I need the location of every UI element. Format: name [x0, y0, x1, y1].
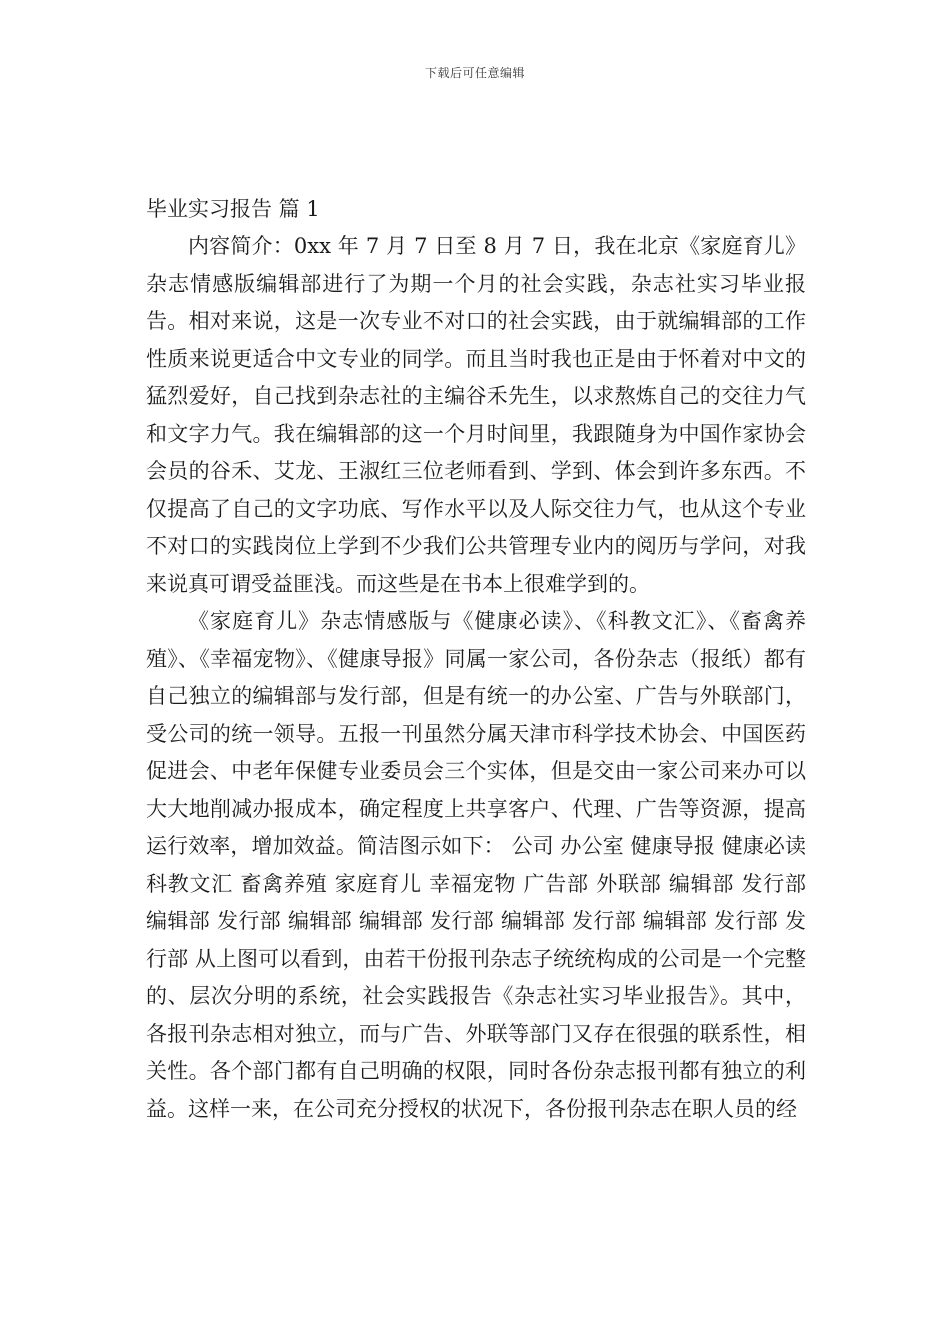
- document-body: [146, 190, 806, 1128]
- page-header-note: 下载后可任意编辑: [424, 66, 525, 80]
- paragraph-intro: 内容简介：0xx 年 7 月 7 日至 8 月 7 日，我在北京《家庭育儿》杂志情感版编辑部进行了为期一个月的社会实践，杂志社实习毕业报告。相对来说，这是一次专业不对口的社会实践，由于就编辑部的工作性质来说更适合中文专业的同学。而且当时我也正是由于怀着对中文的猛烈爱好，自己找到杂志社的主编谷禾先生，以求熬炼自己的交往力气和文字力气。我在编辑部的这一个月时间里，我跟随身为中国作家协会会员的谷禾、艾龙、王淑红三位老师看到、学到、体会到许多东西。不仅提高了自己的文字功底、写作水平以及人际交往力气，也从这个专业不对口的实践岗位上学到不少我们公共管理专业内的阅历与学问，对我来说真可谓受益匪浅。而这些是在书本上很难学到的。: [146, 234, 806, 596]
- paragraph-company-structure: 《家庭育儿》杂志情感版与《健康必读》、《科教文汇》、《畜禽养殖》、《幸福宠物》、《健康导报》同属一家公司，各份杂志（报纸）都有自己独立的编辑部与发行部，但是有统一的办公室、广告与外联部门，受公司的统一领导。五报一刊虽然分属天津市科学技术协会、中国医药促进会、中老年保健专业委员会三个实体，但是交由一家公司来办可以大大地削减办报成本，确定程度上共享客户、代理、广告等资源，提高运行效率，增加效益。简洁图示如下： 公司 办公室 健康导报 健康必读 科教文汇 畜禽养殖 家庭育儿 幸福宠物 广告部 外联部 编辑部 发行部 编辑部 发行部 编辑部 编辑部 发行部 编辑部 发行部 编辑部 发行部 发行部 从上图可以看到，由若干份报刊杂志子统统构成的公司是一个完整的、层次分明的系统，社会实践报告《杂志社实习毕业报告》。其中，各报刊杂志相对独立，而与广告、外联等部门又存在很强的联系性，相关性。各个部门都有自己明确的权限，同时各份杂志报刊都有独立的利益。这样一来，在公司充分授权的状况下，各份报刊杂志在职人员的经: [146, 609, 806, 1121]
- document-title: 毕业实习报告 篇 1: [146, 197, 320, 221]
